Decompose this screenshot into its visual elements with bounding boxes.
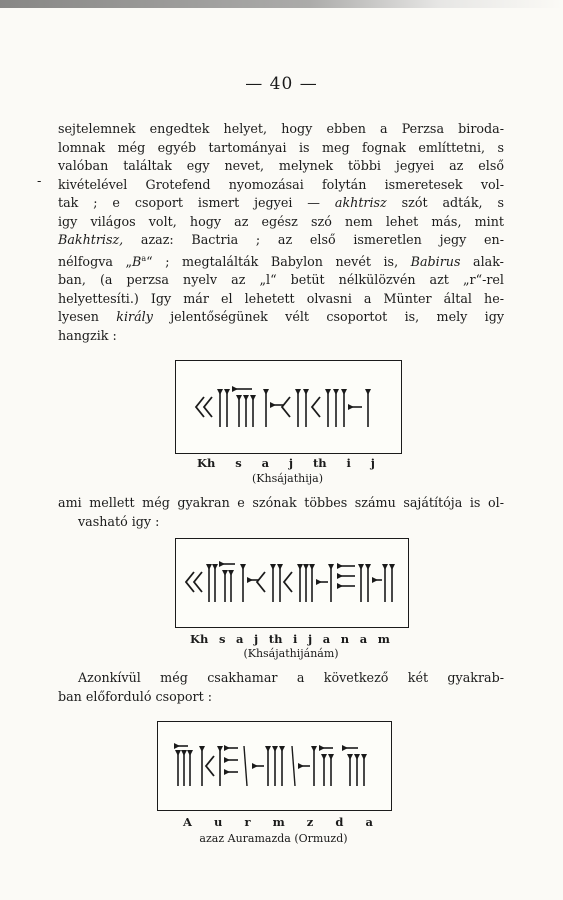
text-line: Bakhtrisz, azaz: Bactria ; az első ismeretlen jegy en- xyxy=(58,232,504,247)
scan-edge-artifact xyxy=(0,0,563,8)
translit-letter: d xyxy=(335,815,344,829)
text-line: kivételével Grotefend nyomozásai folytán ismeretesek vol- xyxy=(58,176,504,192)
wedge-vertical xyxy=(325,389,331,427)
wedge-vertical xyxy=(175,750,181,786)
emphasis: B xyxy=(132,253,142,269)
text-line: hangzik : xyxy=(58,327,117,343)
emphasis: akhtrisz xyxy=(334,195,387,210)
translit-letter: m xyxy=(272,815,285,829)
translit-letter: a xyxy=(322,632,331,646)
wedge-vertical xyxy=(265,746,271,786)
wedge-angle xyxy=(204,397,212,417)
wedge-angle xyxy=(194,572,202,592)
wedge-angle xyxy=(196,397,204,417)
wedge-vertical xyxy=(228,570,234,602)
wedge-vertical xyxy=(297,564,303,602)
cuneiform-inscription-1 xyxy=(175,360,402,454)
cuneiform-inscription-3 xyxy=(157,721,392,811)
translit-letter: j xyxy=(288,456,294,470)
wedge-vertical xyxy=(328,754,334,786)
paragraph-1 xyxy=(58,120,504,345)
translit-letter: i xyxy=(346,456,351,470)
translit-letter: s xyxy=(218,632,226,646)
text-line: valóban találtak egy nevet, melynek többi jegyei az első xyxy=(58,158,504,173)
wedge-vertical xyxy=(181,750,187,786)
wedge-angle xyxy=(186,572,194,592)
wedge-horizontal xyxy=(372,577,382,583)
translit-letter: a xyxy=(236,632,244,646)
paragraph-2 xyxy=(58,494,504,531)
wedge-vertical xyxy=(187,750,193,786)
caption-1: (Khsájathija) xyxy=(251,472,324,485)
word-divider xyxy=(292,746,295,786)
text-line: vasható igy : xyxy=(78,513,160,529)
wedge-vertical xyxy=(263,389,269,427)
word-divider xyxy=(244,746,247,786)
wedge-vertical xyxy=(365,564,371,602)
translit-letter: Kh xyxy=(190,632,209,646)
text-line: helyettesíti.) Igy már el lehetett olvasni a Münter által he- xyxy=(58,290,504,306)
translit-letter: j xyxy=(370,456,375,470)
wedge-vertical xyxy=(240,564,246,602)
translit-letter: r xyxy=(244,815,251,829)
wedge-vertical xyxy=(199,746,205,786)
translit-letter: th xyxy=(268,632,283,646)
text-line: ami mellett még gyakran e szónak többes számu sajátítója is ol- xyxy=(58,495,504,510)
text-line: ban előforduló csoport : xyxy=(58,688,213,704)
wedge-vertical xyxy=(358,564,364,602)
wedge-horizontal xyxy=(174,743,188,749)
wedge-angle xyxy=(257,572,265,592)
translit-letter: a xyxy=(365,815,373,829)
wedge-angle xyxy=(284,572,292,592)
cuneiform-signs-1 xyxy=(194,377,384,437)
cuneiform-inscription-2 xyxy=(175,538,409,628)
wedge-vertical xyxy=(270,564,276,602)
caption-2: (Khsájathijánám) xyxy=(243,647,339,660)
wedge-vertical xyxy=(279,746,285,786)
wedge-horizontal xyxy=(337,563,355,569)
text-line: lyesen király jelentőségünek vélt csoportot is, mely igy xyxy=(58,309,504,325)
wedge-horizontal xyxy=(337,583,355,589)
wedge-vertical xyxy=(236,395,242,427)
translit-letter: th xyxy=(312,456,327,470)
wedge-vertical xyxy=(333,389,339,427)
translit-letter: a xyxy=(261,456,270,470)
text-line: lomnak még egyéb tartományai is meg fognak említtetni, s xyxy=(58,139,504,155)
text-line: igy világos volt, hogy az egész szó nem lehet más, mint xyxy=(58,213,504,229)
wedge-horizontal xyxy=(224,757,238,763)
translit-letter: i xyxy=(293,632,298,646)
wedge-vertical xyxy=(224,389,230,427)
cuneiform-signs-2 xyxy=(185,558,399,608)
wedge-horizontal xyxy=(316,579,328,585)
translit-letter: A xyxy=(183,815,192,829)
translit-letter: u xyxy=(214,815,223,829)
wedge-horizontal xyxy=(319,745,333,751)
page-number: — 40 — xyxy=(245,74,318,94)
wedge-horizontal xyxy=(337,573,355,579)
wedge-angle xyxy=(206,756,214,776)
wedge-horizontal xyxy=(232,386,252,392)
text-line: tak ; e csoport ismert jegyei — akhtrisz szót adták, s xyxy=(58,195,504,210)
cuneiform-signs-3 xyxy=(172,738,377,794)
margin-mark: - xyxy=(37,174,42,189)
wedge-vertical xyxy=(222,570,228,602)
wedge-horizontal xyxy=(348,404,362,410)
translit-letter: n xyxy=(340,632,350,646)
wedge-vertical xyxy=(217,746,223,786)
wedge-angle xyxy=(282,397,290,417)
wedge-vertical xyxy=(361,754,367,786)
wedge-horizontal xyxy=(224,745,238,751)
wedge-vertical xyxy=(328,564,334,602)
wedge-vertical xyxy=(321,754,327,786)
wedge-horizontal xyxy=(298,763,310,769)
emphasis: Bakhtrisz, xyxy=(58,232,124,247)
wedge-horizontal xyxy=(252,763,264,769)
wedge-vertical xyxy=(354,754,360,786)
emphasis: Babirus xyxy=(410,253,461,269)
translit-letter: z xyxy=(306,815,314,829)
wedge-vertical xyxy=(303,389,309,427)
paragraph-3 xyxy=(58,669,504,706)
wedge-vertical xyxy=(382,564,388,602)
translit-letter: s xyxy=(235,456,242,470)
wedge-horizontal xyxy=(219,561,235,567)
wedge-vertical xyxy=(295,389,301,427)
translit-letter: m xyxy=(377,632,390,646)
wedge-vertical xyxy=(206,564,212,602)
wedge-horizontal xyxy=(342,745,358,751)
transliteration-3 xyxy=(183,815,373,829)
translit-letter: Kh xyxy=(197,456,216,470)
wedge-vertical xyxy=(365,389,371,427)
wedge-vertical xyxy=(217,389,223,427)
transliteration-2 xyxy=(190,632,390,646)
caption-3: azaz Auramazda (Ormuzd) xyxy=(199,832,348,845)
translit-letter: a xyxy=(359,632,368,646)
wedge-vertical xyxy=(272,746,278,786)
wedge-vertical xyxy=(303,564,309,602)
text-line: nélfogva $„B^a“$ ; megtalálták Babylon nevét is, Babirus alak- xyxy=(58,253,504,269)
wedge-angle xyxy=(312,397,320,417)
text-line: Azonkívül még csakhamar a következő két gyakrab- xyxy=(78,670,504,685)
wedge-vertical xyxy=(389,564,395,602)
wedge-vertical xyxy=(277,564,283,602)
wedge-vertical xyxy=(250,395,256,427)
text-line: sejtelemnek engedtek helyet, hogy ebben a Perzsa biroda- xyxy=(58,121,504,136)
translit-letter: j xyxy=(254,632,259,646)
wedge-vertical xyxy=(311,746,317,786)
wedge-vertical xyxy=(309,564,315,602)
translit-letter: j xyxy=(308,632,313,646)
wedge-vertical xyxy=(212,564,218,602)
transliteration-1 xyxy=(197,456,375,470)
wedge-horizontal xyxy=(224,769,238,775)
wedge-vertical xyxy=(347,754,353,786)
wedge-vertical xyxy=(341,389,347,427)
text-line: ban, (a perzsa nyelv az „l“ betüt nélkülözvén azt „r“-rel xyxy=(58,272,504,288)
emphasis: király xyxy=(116,309,153,325)
wedge-vertical xyxy=(243,395,249,427)
